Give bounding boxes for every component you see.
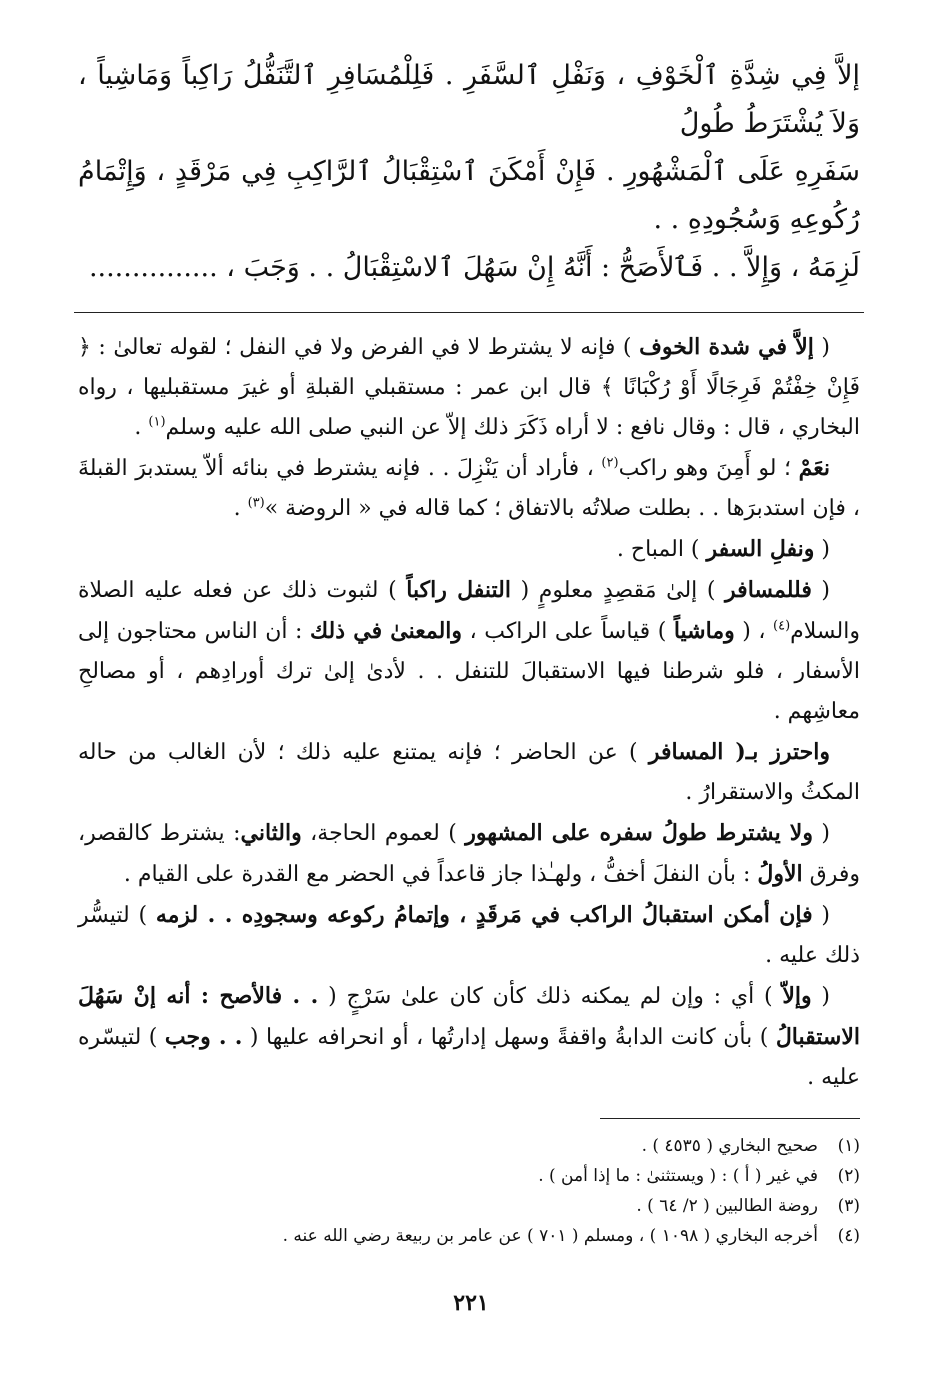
- commentary-paragraph: [78, 813, 860, 895]
- commentary-paragraph: [78, 327, 860, 448]
- footnote-rule: [600, 1118, 860, 1119]
- commentary-run: (: [811, 984, 830, 1009]
- commentary-run: ) عن الحاضر ؛ فإنه يمتنع عليه ذلك ؛ لأن الغالب من حاله المكثُ والاستقرارُ .: [78, 740, 860, 805]
- separator-rule: [74, 312, 864, 313]
- commentary-run: ، فأراد أن يَنْزِلَ . . فإنه يشترط في بنائه ألاّ يستدبرَ القبلةَ ، فإن استدبرَها . . بطلت صلاتُه بالاتفاق ؛ كما قاله في « الروضة »: [78, 456, 860, 521]
- footnote-item: [78, 1161, 860, 1191]
- commentary-paragraph: [78, 570, 860, 732]
- commentary-run: ) لعموم الحاجة،: [301, 821, 466, 846]
- commentary-run: : بأن النفلَ أخفُّ ، ولهـٰذا جاز قاعداً في الحضر مع القدرة على القيام .: [123, 862, 758, 887]
- footnote-text: صحيح البخاري ( ٤٥٣٥ ) .: [641, 1136, 818, 1156]
- matn-quote: ولا يشترط طولُ سفره على المشهور: [465, 820, 813, 846]
- matn-quote: والثاني: [240, 820, 302, 846]
- commentary-run: (: [811, 578, 831, 603]
- commentary-run: ؛ لو أَمِنَ وهو راكب: [618, 456, 799, 481]
- matn-line: إلاَّ فِي شِدَّةِ ٱلْخَوْفِ ، وَنَفْلِ ٱلسَّفَرِ . فَلِلْمُسَافِرِ ٱلتَّنَفُّلُ رَاكِباً وَمَاشِياً ، وَلاَ يُشْتَرَطُ طُولُ: [78, 60, 860, 139]
- footnote-marker: (١): [148, 414, 166, 430]
- commentary-run: ، (: [734, 619, 774, 644]
- matn-quote: . . وجب: [164, 1024, 243, 1050]
- commentary-run: ) إلىٰ مَقصِدٍ معلومٍ (: [510, 578, 726, 603]
- commentary-run: ) لثبوت ذلك عن فعله عليه الصلاة والسلام: [78, 578, 860, 644]
- commentary-paragraph: [78, 732, 860, 813]
- matn-line: سَفَرِهِ عَلَى ٱلْمَشْهُورِ . فَإِنْ أَمْكَنَ ٱسْتِقْبَالُ ٱلرَّاكِبِ فِي مَرْقَدٍ ، وَإِتْمَامُ رُكُوعِهِ وَسُجُودِهِ . .: [78, 156, 861, 235]
- matn-line: [78, 244, 860, 292]
- footnotes: [78, 1131, 860, 1251]
- commentary-run: : أن الناس محتاجون إلى الأسفار ، فلو شرطنا فيها الاستقبالَ للتنفل . . لأدىٰ إلىٰ ترك أورادِهم ، أو مصالحِ معاشِهم .: [78, 619, 860, 724]
- matn-quote: وماشياً: [673, 618, 735, 644]
- commentary-run: ) قياساً على الراكب ،: [462, 619, 674, 644]
- matn-quote: فللمسافر: [725, 577, 812, 603]
- matn-quote: والمعنىٰ في ذلك: [309, 618, 463, 644]
- commentary-run: .: [233, 496, 248, 521]
- matn-line-text: لَزِمَهُ ، وَإِلاَّ . . فَٱلأَصَحُّ : أَنَّهُ إِنْ سَهُلَ ٱلاسْتِقْبَالُ . . وَجَبَ ،: [226, 252, 860, 283]
- commentary-paragraph: [78, 448, 860, 529]
- commentary-run: (: [812, 903, 830, 928]
- commentary-run: : يشترط كالقصر، وفرق: [78, 821, 860, 887]
- matn-quote: التنفل راكباً: [406, 577, 511, 603]
- commentary-run: ) المباح .: [616, 537, 707, 562]
- footnote-text: روضة الطالبين ( ٢/ ٦٤ ) .: [636, 1196, 818, 1216]
- commentary-text: [78, 327, 860, 1098]
- commentary-paragraph: [78, 529, 860, 570]
- commentary-run: (: [813, 335, 831, 360]
- footnote-marker: (٣): [247, 495, 265, 511]
- footnote-item: [78, 1191, 860, 1221]
- matn-dots: ...............: [88, 252, 218, 283]
- commentary-run: ) بأن كانت الدابةُ واقفةً وسهل إدارتُها ، أو انحرافه عليها (: [242, 1025, 776, 1050]
- footnote-marker: (٢): [601, 455, 619, 471]
- commentary-paragraph: [78, 976, 860, 1098]
- footnote-text: في غير ( أ ) : ( ويستثنىٰ : ما إذا أمن ) .: [538, 1166, 818, 1186]
- commentary-run: (: [814, 537, 830, 562]
- footnote-item: [78, 1221, 860, 1251]
- commentary-run: .: [134, 415, 149, 440]
- page-number: ٢٢١: [453, 1290, 489, 1316]
- footnote-number: (٢): [837, 1166, 860, 1186]
- commentary-run: ) لتيسُّر ذلك عليه .: [78, 903, 860, 968]
- matn-quote: واحترز بـ( المسافر: [648, 739, 830, 765]
- matn-quote: وإلاّ: [782, 983, 812, 1009]
- commentary-paragraph: [78, 895, 860, 976]
- commentary-run: ) فإنه لا يشترط لا في الفرض ولا في النفل ؛ لقوله تعالىٰ : ﴿ فَإِنْ خِفْتُمْ فَرِجَالًا أَوْ رُكْبَانًا ﴾ قال ابن عمر : مستقبلي القبلةِ أو غيرَ مستقبليها ، رواه البخاري ، قال : وقال نافع : لا أراه ذَكَرَ ذلك إلاّ عن النبي صلى الله عليه وسلم: [78, 335, 860, 440]
- matn-quote: الأولُ: [757, 861, 803, 887]
- matn-quote: فإن أمكن استقبالُ الراكب في مَرقَدٍ ، وإتمامُ ركوعه وسجودِه . . لزمه: [155, 902, 813, 928]
- commentary-run: ) أي : وإن لم يمكنه ذلك كأن كان علىٰ سَرْجٍ (: [318, 984, 783, 1009]
- matn-quote: . . فالأصح : أنه إنْ سَهُلَ الاستقبالُ: [78, 983, 860, 1050]
- footnote-marker: (٤): [773, 618, 791, 634]
- footnote-number: (٤): [837, 1226, 860, 1246]
- footnote-item: [78, 1131, 860, 1161]
- matn-quote: ونفلِ السفر: [706, 536, 815, 562]
- matn-quote: نعَمْ: [798, 455, 831, 481]
- footnote-number: (١): [837, 1136, 860, 1156]
- commentary-run: (: [812, 821, 830, 846]
- footnote-text: أخرجه البخاري ( ١٠٩٨ ) ، ومسلم ( ٧٠١ ) عن عامر بن ربيعة رضي الله عنه .: [282, 1226, 818, 1246]
- commentary-run: ) لتيسّره عليه .: [78, 1025, 860, 1090]
- footnote-number: (٣): [837, 1196, 860, 1216]
- matn-quote: إلاَّ في شدة الخوف: [639, 334, 814, 360]
- matn-text: [78, 52, 860, 292]
